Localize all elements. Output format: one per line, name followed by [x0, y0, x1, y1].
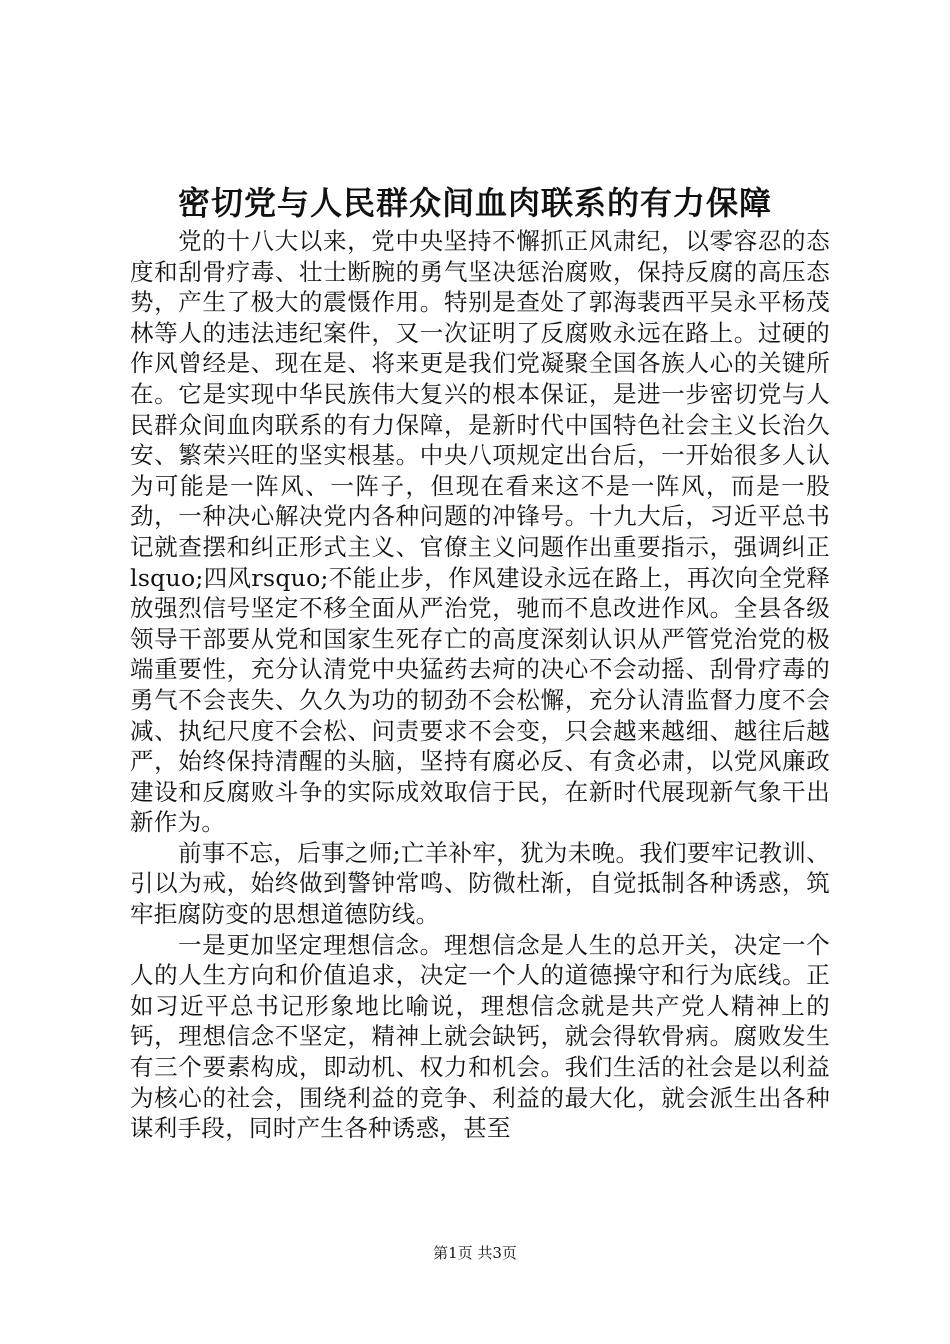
document-body — [130, 226, 830, 1144]
paragraph-2: 前事不忘，后事之师;亡羊补牢，犹为未晚。我们要牢记教训、引以为戒，始终做到警钟常鸣、防微杜渐，自觉抵制各种诱惑，筑牢拒腐防变的思想道德防线。 — [130, 838, 830, 929]
page-number-footer: 第1页 共3页 — [433, 1244, 517, 1262]
paragraph-3: 一是更加坚定理想信念。理想信念是人生的总开关，决定一个人的人生方向和价值追求，决定一个人的道德操守和行为底线。正如习近平总书记形象地比喻说，理想信念就是共产党人精神上的钙，理想信念不坚定，精神上就会缺钙，就会得软骨病。腐败发生有三个要素构成，即动机、权力和机会。我们生活的社会是以利益为核心的社会，围绕利益的竞争、利益的最大化，就会派生出各种谋利手段，同时产生各种诱惑，甚至 — [130, 930, 830, 1143]
paragraph-1: 党的十八大以来，党中央坚持不懈抓正风肃纪，以零容忍的态度和刮骨疗毒、壮士断腕的勇气坚决惩治腐败，保持反腐的高压态势，产生了极大的震慑作用。特别是查处了郭海裴西平吴永平杨茂林等人的违法违纪案件，又一次证明了反腐败永远在路上。过硬的作风曾经是、现在是、将来更是我们党凝聚全国各族人心的关键所在。它是实现中华民族伟大复兴的根本保证，是进一步密切党与人民群众间血肉联系的有力保障，是新时代中国特色社会主义长治久安、繁荣兴旺的坚实根基。中央八项规定出台后，一开始很多人认为可能是一阵风、一阵子，但现在看来这不是一阵风，而是一股劲，一种决心解决党内各种问题的冲锋号。十九大后，习近平总书记就查摆和纠正形式主义、官僚主义问题作出重要指示，强调纠正 lsquo;四风rsquo;不能止步，作风建设永远在路上，再次向全党释放强烈信号坚定不移全面从严治党，驰而不息改进作风。全县各级领导干部要从党和国家生死存亡的高度深刻认识从严管党治党的极端重要性，充分认清党中央猛药去疴的决心不会动摇、刮骨疗毒的勇气不会丧失、久久为功的韧劲不会松懈，充分认清监督力度不会减、执纪尺度不会松、问责要求不会变，只会越来越细、越往后越严，始终保持清醒的头脑，坚持有腐必反、有贪必肃，以党风廉政建设和反腐败斗争的实际成效取信于民，在新时代展现新气象干出新作为。 — [130, 227, 830, 837]
document-title: 密切党与人民群众间血肉联系的有力保障 — [177, 184, 772, 222]
